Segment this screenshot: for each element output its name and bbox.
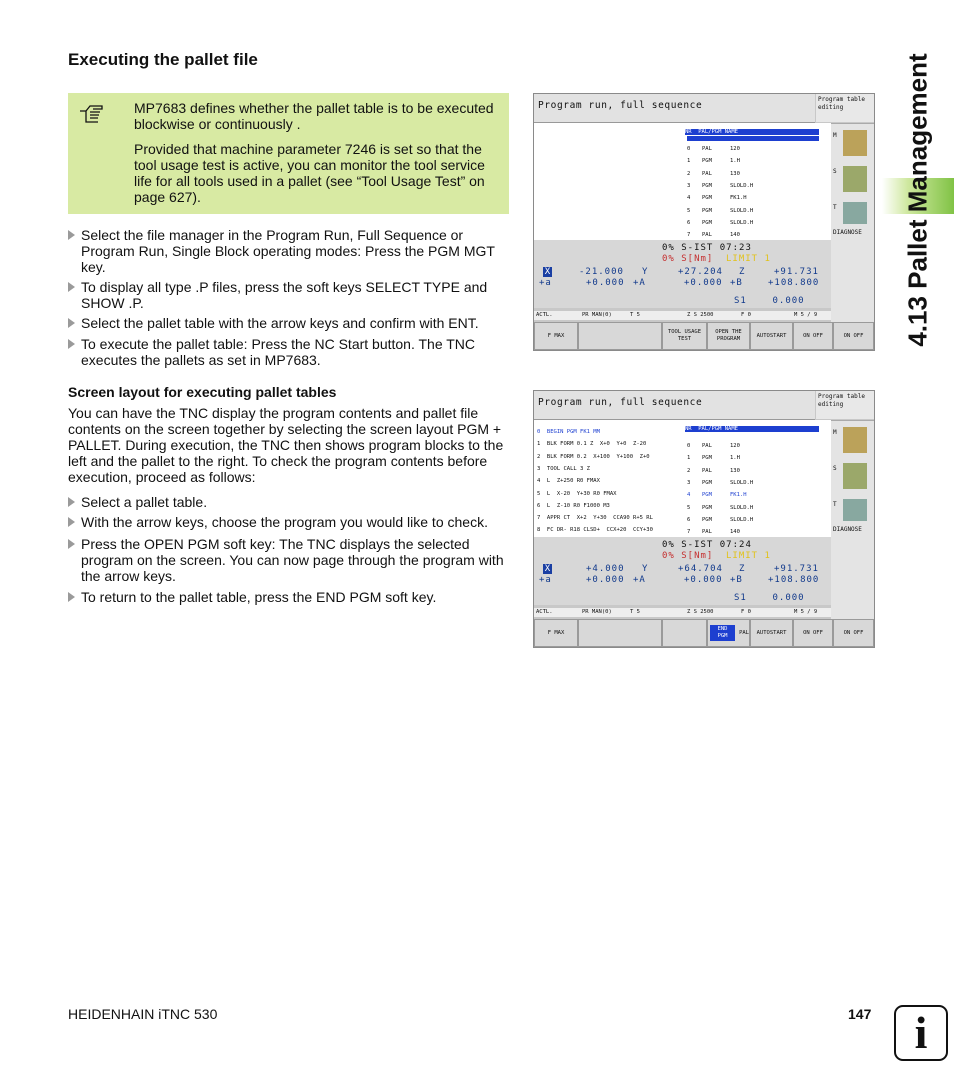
program-block-row[interactable]: 8 FC DR- R18 CLSD+ CCX+20 CCY+30 xyxy=(537,527,653,534)
screen-title: Program run, full sequence xyxy=(538,397,703,408)
footer-product: HEIDENHAIN iTNC 530 xyxy=(68,1006,218,1022)
list-item: To execute the pallet table: Press the NC Start button. The TNC executes the pallets as set in MP7683. xyxy=(68,336,510,368)
softkey-toggle-1[interactable]: ON OFF xyxy=(793,619,833,647)
program-block-row[interactable]: 5 L X-20 Y+30 R0 FMAX xyxy=(537,490,617,497)
mode-label: Program table editing xyxy=(816,94,874,122)
page-number: 147 xyxy=(848,1006,872,1022)
bullet-arrow-icon xyxy=(68,517,75,527)
actual-values-bar: ACTL. PR MAN(0) T 5 Z S 2500 F 0 M 5 / 9 xyxy=(534,608,831,617)
softkey-f-max[interactable]: F MAX xyxy=(534,619,578,647)
bullet-arrow-icon xyxy=(68,539,75,549)
pallet-row[interactable]: 2 PAL 130 xyxy=(687,467,740,474)
note-paragraph-2: Provided that machine parameter 7246 is set so that the tool usage test is active, you can monitor the tool service life for all tools used in a pallet (see “Tool Usage Test” on page 627). xyxy=(134,141,485,205)
note-box xyxy=(68,93,509,214)
chapter-title: 4.13 Pallet Management xyxy=(902,53,933,347)
pointing-hand-icon xyxy=(78,103,106,125)
note-paragraph-1: MP7683 defines whether the pallet table is to be executed blockwise or continuously . xyxy=(134,100,494,132)
bullet-arrow-icon xyxy=(68,282,75,292)
pallet-row[interactable]: 0 PAL 120 xyxy=(687,443,740,449)
spindle-icon xyxy=(843,463,867,489)
pallet-row[interactable]: 6 PGM SLOLD.H xyxy=(687,516,754,523)
pallet-row[interactable]: 3 PGM SLOLD.H xyxy=(687,182,754,189)
program-block-row[interactable]: 1 BLK FORM 0.1 Z X+0 Y+0 Z-20 xyxy=(537,441,647,448)
list-item: To return to the pallet table, press the END PGM soft key. xyxy=(68,589,510,605)
list-item: Select the pallet table with the arrow keys and confirm with ENT. xyxy=(68,315,510,331)
info-icon: i xyxy=(894,1005,948,1061)
right-softkey-bar: M S T DIAGNOSE xyxy=(831,123,874,322)
softkey-autostart[interactable]: AUTOSTART xyxy=(750,619,793,647)
pallet-row[interactable]: 4 PGM FK1.H xyxy=(687,195,747,202)
list-item: To display all type .P files, press the soft keys SELECT TYPE and SHOW .P. xyxy=(68,279,510,311)
pallet-row[interactable]: 3 PGM SLOLD.H xyxy=(687,479,754,486)
softkey-toggle-1[interactable]: ON OFF xyxy=(793,322,833,350)
softkey-open-program[interactable]: OPEN THE PROGRAM xyxy=(707,322,750,350)
softkey-empty[interactable] xyxy=(578,619,662,647)
pallet-table-header: NR PAL/PGM NAME xyxy=(685,129,819,135)
pallet-row[interactable]: 0 PAL 120 xyxy=(687,146,740,152)
softkey-empty[interactable] xyxy=(578,322,662,350)
machine-icon xyxy=(843,427,867,453)
softkey-end-pgm-pal[interactable]: END PGM PAL xyxy=(707,619,750,647)
list-item: With the arrow keys, choose the program you would like to check. xyxy=(68,514,510,530)
body-paragraph: You can have the TNC display the program contents and pallet file contents on the screen together by selecting the screen layout PGM + PALLET. During execution, the TNC then shows program blocks to the left and the pallet to the right. To check the program contents before execution, proceed as follows: xyxy=(68,405,504,485)
status-display: 0% S-IST 07:24 0% S[Nm] LIMIT 1 X +4.000 Y +64.704 Z +91.731 +a +0.000 +A +0.000 +B +108.800 S1 0.000 xyxy=(534,537,831,605)
program-block-row[interactable]: 4 L Z+250 R0 FMAX xyxy=(537,478,600,485)
program-block-row[interactable]: 2 BLK FORM 0.2 X+100 Y+100 Z+0 xyxy=(537,453,650,460)
tool-icon xyxy=(843,202,867,224)
bullet-arrow-icon xyxy=(68,497,75,507)
program-block-row[interactable]: 0 BEGIN PGM FK1 MM xyxy=(537,429,600,435)
program-display xyxy=(534,123,831,240)
program-block-row[interactable]: 3 TOOL CALL 3 Z xyxy=(537,465,590,472)
bullet-arrow-icon xyxy=(68,318,75,328)
screen-title: Program run, full sequence xyxy=(538,100,703,111)
softkey-empty-2[interactable] xyxy=(662,619,707,647)
pallet-row[interactable]: 2 PAL 130 xyxy=(687,170,740,177)
mode-label: Program table editing xyxy=(816,391,874,419)
program-block-row[interactable]: 6 L Z-10 R0 F1000 M3 xyxy=(537,502,610,509)
pallet-row[interactable]: 5 PGM SLOLD.H xyxy=(687,504,754,511)
bullet-arrow-icon xyxy=(68,339,75,349)
machine-icon xyxy=(843,130,867,156)
pallet-row[interactable]: 4 PGM FK1.H xyxy=(687,492,747,499)
pallet-table-header: NR PAL/PGM NAME xyxy=(685,426,819,432)
right-softkey-bar: M S T DIAGNOSE xyxy=(831,420,874,619)
bullet-arrow-icon xyxy=(68,230,75,240)
softkey-tool-usage-test[interactable]: TOOL USAGE TEST xyxy=(662,322,707,350)
status-display: 0% S-IST 07:23 0% S[Nm] LIMIT 1 X -21.000 Y +27.204 Z +91.731 +a +0.000 +A +0.000 +B +108.800 S1 0.000 xyxy=(534,240,831,308)
program-block-row[interactable]: 7 APPR CT X+2 Y+30 CCA90 R+5 RL xyxy=(537,515,653,522)
pallet-row[interactable]: 5 PGM SLOLD.H xyxy=(687,207,754,214)
tnc-screenshot-1 xyxy=(533,93,875,351)
spindle-icon xyxy=(843,166,867,192)
program-display xyxy=(534,420,831,537)
tnc-screenshot-2 xyxy=(533,390,875,648)
pallet-row[interactable]: 1 PGM 1.H xyxy=(687,455,740,462)
bullet-arrow-icon xyxy=(68,592,75,602)
list-item: Select the file manager in the Program Run, Full Sequence or Program Run, Single Block operating modes: Press the PGM MGT key. xyxy=(68,227,510,275)
pallet-row[interactable]: 7 PAL 140 xyxy=(687,529,740,536)
section-title: Executing the pallet file xyxy=(68,50,258,69)
pallet-row-selected xyxy=(687,136,819,141)
pallet-row[interactable]: 6 PGM SLOLD.H xyxy=(687,219,754,226)
list-item: Press the OPEN PGM soft key: The TNC displays the selected program on the screen. You can now page through the program with the arrow keys. xyxy=(68,536,510,584)
list-item: Select a pallet table. xyxy=(68,494,510,510)
pallet-row[interactable]: 1 PGM 1.H xyxy=(687,158,740,165)
pallet-row[interactable]: 7 PAL 140 xyxy=(687,232,740,239)
softkey-autostart[interactable]: AUTOSTART xyxy=(750,322,793,350)
tool-icon xyxy=(843,499,867,521)
actual-values-bar: ACTL. PR MAN(0) T 5 Z S 2500 F 0 M 5 / 9 xyxy=(534,311,831,320)
subheading: Screen layout for executing pallet tables xyxy=(68,384,337,400)
softkey-toggle-2[interactable]: ON OFF xyxy=(833,619,874,647)
softkey-f-max[interactable]: F MAX xyxy=(534,322,578,350)
softkey-toggle-2[interactable]: ON OFF xyxy=(833,322,874,350)
